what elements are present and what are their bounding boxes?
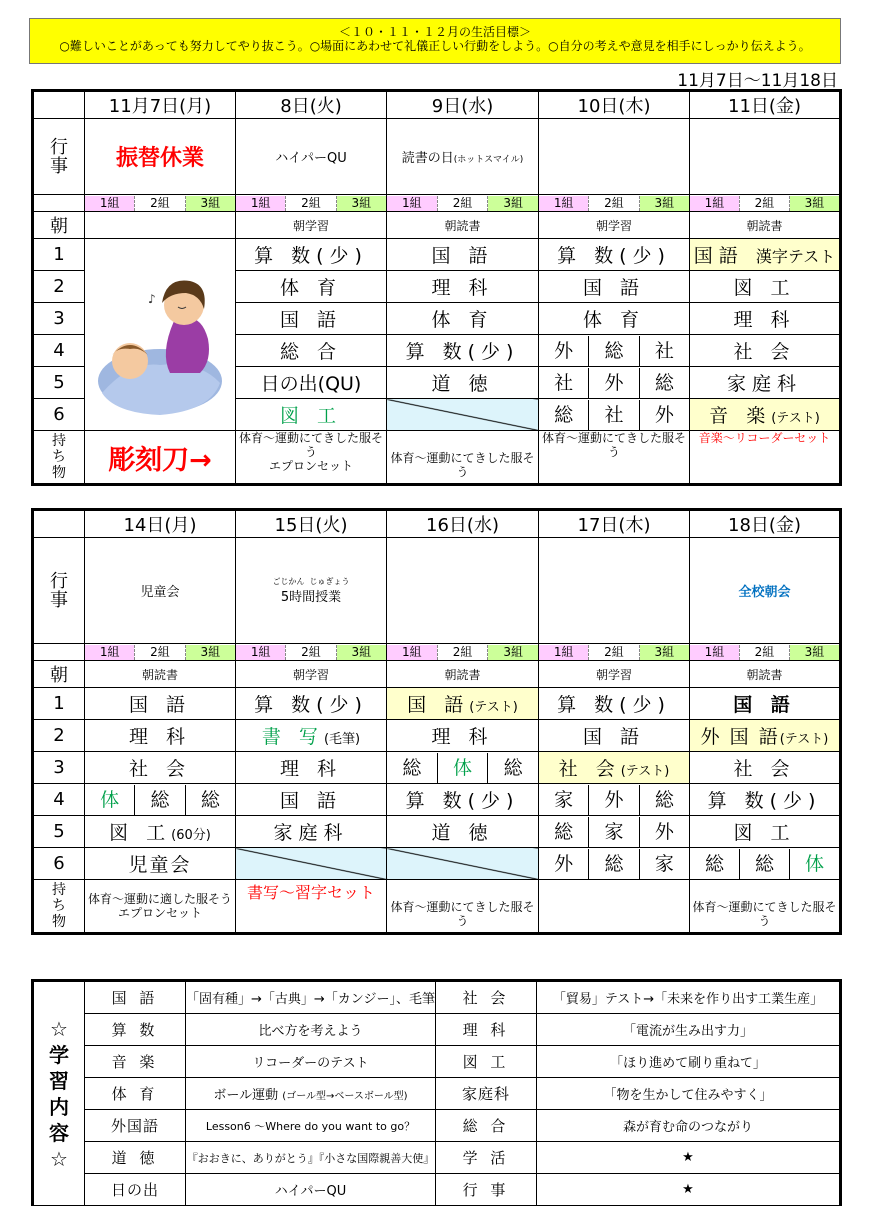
subject-cell: 国 語 [690, 688, 841, 720]
date-header: 9日(水) [387, 91, 539, 119]
learn-content: 森が育む命のつながり [537, 1110, 841, 1142]
life-goals-banner [29, 18, 841, 64]
learn-content: ★ [537, 1142, 841, 1174]
class-tabs: 1組 2組 3組 [690, 195, 841, 212]
subject-cell: 家庭科 [236, 816, 387, 848]
date-header: 16日(水) [387, 510, 539, 538]
subject-cell: 算 数(少) [387, 784, 539, 816]
class-tabs: 1組 2組 3組 [387, 644, 539, 661]
event-cell: 振替休業 [85, 119, 236, 195]
learn-content: 「物を生かして住みやすく」 [537, 1078, 841, 1110]
no-class-cell [236, 848, 387, 880]
learn-subject: 音 楽 [85, 1046, 186, 1078]
morning-label: 朝 [33, 212, 85, 239]
subject-cell: 理 科 [387, 271, 539, 303]
week2-schedule [31, 508, 842, 935]
period-label: 6 [33, 848, 85, 880]
subject-split-cell: 社 外 総 [539, 367, 690, 399]
subject-cell: 理 科 [690, 303, 841, 335]
learn-subject: 国 語 [85, 981, 186, 1014]
morning-cell: 朝読書 [387, 661, 539, 688]
week1-schedule [31, 89, 842, 486]
event-row-label: 行 事 [33, 538, 85, 644]
learn-content: 「電流が生み出す力」 [537, 1014, 841, 1046]
learn-content: ハイパーQU [186, 1174, 436, 1206]
belongings-cell: 音楽～リコーダーセット [690, 431, 841, 485]
period-label: 2 [33, 271, 85, 303]
belongings-cell: 体育～運動にてきした服そう [387, 431, 539, 485]
date-header: 14日(月) [85, 510, 236, 538]
subject-cell: 体 育 [236, 271, 387, 303]
subject-cell: 理 科 [387, 720, 539, 752]
goals-title: ＜１０・１１・１２月の生活目標＞ [338, 25, 531, 39]
learn-subject: 算 数 [85, 1014, 186, 1046]
goals-text: ○難しいことがあっても努力してやり抜こう。○場面にあわせて礼儀正しい行動をしよう。○自分の考えや意見を相手にしっかり伝えよう。 [59, 39, 811, 53]
morning-cell: 朝学習 [539, 661, 690, 688]
class-tabs: 1組 2組 3組 [539, 195, 690, 212]
event-cell [387, 538, 539, 644]
subject-cell: 社 会 [85, 752, 236, 784]
period-label: 1 [33, 239, 85, 271]
event-cell: 全校朝会 [690, 538, 841, 644]
resting-family-illustration [90, 243, 230, 423]
subject-cell: 図 工 [690, 271, 841, 303]
belongings-label: 持 ち 物 [33, 880, 85, 934]
belongings-cell [539, 880, 690, 934]
morning-cell: 朝読書 [690, 661, 841, 688]
subject-cell: 算 数(少) [690, 784, 841, 816]
subject-cell: 道 徳 [387, 367, 539, 399]
subject-cell: 算 数(少) [236, 239, 387, 271]
date-header: 10日(木) [539, 91, 690, 119]
no-class-cell [387, 848, 539, 880]
period-label: 3 [33, 752, 85, 784]
subject-cell: 社 会 [690, 752, 841, 784]
morning-cell: 朝読書 [387, 212, 539, 239]
learn-subject: 日の出 [85, 1174, 186, 1206]
event-cell [690, 119, 841, 195]
subject-cell: 理 科 [236, 752, 387, 784]
period-label: 4 [33, 784, 85, 816]
subject-cell: 日の出(QU) [236, 367, 387, 399]
subject-split-cell: 総 社 外 [539, 399, 690, 431]
event-cell: ごじかん じゅぎょう 5時間授業 [236, 538, 387, 644]
learn-subject: 総 合 [436, 1110, 537, 1142]
belongings-cell: 体育～運動にてきした服そう [387, 880, 539, 934]
belongings-label: 持 ち 物 [33, 431, 85, 485]
subject-cell: 外 国 語(テスト) [690, 720, 841, 752]
learn-subject: 社 会 [436, 981, 537, 1014]
subject-cell: 国 語 [539, 720, 690, 752]
subject-cell: 図 工 [690, 816, 841, 848]
subject-cell: 総 合 [236, 335, 387, 367]
period-label: 6 [33, 399, 85, 431]
subject-cell: 図 工 [236, 399, 387, 431]
morning-cell: 朝読書 [690, 212, 841, 239]
subject-cell: 国 語 [539, 271, 690, 303]
belongings-cell: 彫刻刀→ [85, 431, 236, 485]
subject-split-cell: 外 総 社 [539, 335, 690, 367]
period-label: 1 [33, 688, 85, 720]
learn-content: Lesson6 ～Where do you want to go？ [186, 1110, 436, 1142]
learn-content: 「貿易」テスト→「未来を作り出す工業生産」 [537, 981, 841, 1014]
morning-cell: 朝読書 [85, 661, 236, 688]
learn-content: ★ [537, 1174, 841, 1206]
subject-cell: 音 楽(テスト) [690, 399, 841, 431]
morning-cell: 朝学習 [236, 661, 387, 688]
learn-content: 『おおきに、ありがとう』『小さな国際親善大使』 [186, 1142, 436, 1174]
event-cell: 児童会 [85, 538, 236, 644]
subject-cell: 国 語 [85, 688, 236, 720]
learn-content: 「ほり進めて刷り重ねて」 [537, 1046, 841, 1078]
learn-subject: 理 科 [436, 1014, 537, 1046]
subject-cell: 理 科 [85, 720, 236, 752]
subject-cell: 体 育 [387, 303, 539, 335]
subject-split-cell: 総 家 外 [539, 816, 690, 848]
date-range: 11月7日～11月18日 [677, 71, 838, 91]
sleeping-illustration [85, 239, 236, 431]
class-tabs: 1組 2組 3組 [85, 644, 236, 661]
subject-cell: 算 数(少) [539, 688, 690, 720]
learn-subject: 体 育 [85, 1078, 186, 1110]
period-label: 2 [33, 720, 85, 752]
learn-subject: 道 徳 [85, 1142, 186, 1174]
learning-content-label: ☆ 学 習 内 容 ☆ [33, 981, 85, 1206]
subject-cell: 社 会 [690, 335, 841, 367]
date-header: 11月7日(月) [85, 91, 236, 119]
subject-cell: 国語 漢字テスト [690, 239, 841, 271]
class-tabs: 1組 2組 3組 [387, 195, 539, 212]
date-header: 8日(火) [236, 91, 387, 119]
learning-content-table [31, 979, 842, 1206]
morning-cell: 朝学習 [236, 212, 387, 239]
belongings-cell: 体育～運動にてきした服そう エプロンセット [236, 431, 387, 485]
class-tabs: 1組 2組 3組 [236, 644, 387, 661]
period-label: 4 [33, 335, 85, 367]
learn-subject: 学 活 [436, 1142, 537, 1174]
subject-cell: 家庭科 [690, 367, 841, 399]
belongings-cell: 体育～運動にてきした服そう [690, 880, 841, 934]
morning-cell: 朝学習 [539, 212, 690, 239]
event-cell: ハイパーQU [236, 119, 387, 195]
subject-cell: 書 写(毛筆) [236, 720, 387, 752]
subject-cell: 道 徳 [387, 816, 539, 848]
learn-subject: 外国語 [85, 1110, 186, 1142]
period-label: 5 [33, 816, 85, 848]
subject-cell: 国 語 [236, 303, 387, 335]
morning-label: 朝 [33, 661, 85, 688]
period-label: 3 [33, 303, 85, 335]
svg-text:♪: ♪ [148, 291, 156, 306]
date-header: 17日(木) [539, 510, 690, 538]
class-tabs: 1組 2組 3組 [690, 644, 841, 661]
subject-cell: 図 工(60分) [85, 816, 236, 848]
period-label: 5 [33, 367, 85, 399]
learn-subject: 行 事 [436, 1174, 537, 1206]
learn-content: リコーダーのテスト [186, 1046, 436, 1078]
date-header: 11日(金) [690, 91, 841, 119]
belongings-cell: 書写～習字セット [236, 880, 387, 934]
learn-subject: 図 工 [436, 1046, 537, 1078]
learn-subject: 家庭科 [436, 1078, 537, 1110]
subject-cell: 社 会(テスト) [539, 752, 690, 784]
subject-cell: 国 語 [387, 239, 539, 271]
event-cell: 読書の日(ホットスマイル) [387, 119, 539, 195]
subject-split-cell: 総 体 総 [387, 752, 539, 784]
learn-content: 「固有種」→「古典」→「カンジー」、毛筆 [186, 981, 436, 1014]
date-header: 18日(金) [690, 510, 841, 538]
subject-cell: 算 数(少) [539, 239, 690, 271]
subject-cell: 国 語 [236, 784, 387, 816]
learn-content: ボール運動 (ゴール型→ベースボール型) [186, 1078, 436, 1110]
subject-split-cell: 総 総 体 [690, 848, 841, 880]
event-cell [539, 538, 690, 644]
no-class-cell [387, 399, 539, 431]
subject-cell: 児童会 [85, 848, 236, 880]
class-tabs: 1組 2組 3組 [85, 195, 236, 212]
subject-cell: 算 数(少) [236, 688, 387, 720]
subject-split-cell: 体 総 総 [85, 784, 236, 816]
belongings-cell: 体育～運動に適した服そう エプロンセット [85, 880, 236, 934]
date-header: 15日(火) [236, 510, 387, 538]
event-row-label: 行 事 [33, 119, 85, 195]
class-tabs: 1組 2組 3組 [539, 644, 690, 661]
subject-split-cell: 外 総 家 [539, 848, 690, 880]
subject-cell: 体 育 [539, 303, 690, 335]
learn-content: 比べ方を考えよう [186, 1014, 436, 1046]
class-tabs: 1組 2組 3組 [236, 195, 387, 212]
subject-cell: 算 数(少) [387, 335, 539, 367]
event-cell [539, 119, 690, 195]
subject-cell: 国 語(テスト) [387, 688, 539, 720]
subject-split-cell: 家 外 総 [539, 784, 690, 816]
belongings-cell: 体育～運動にてきした服そう [539, 431, 690, 485]
